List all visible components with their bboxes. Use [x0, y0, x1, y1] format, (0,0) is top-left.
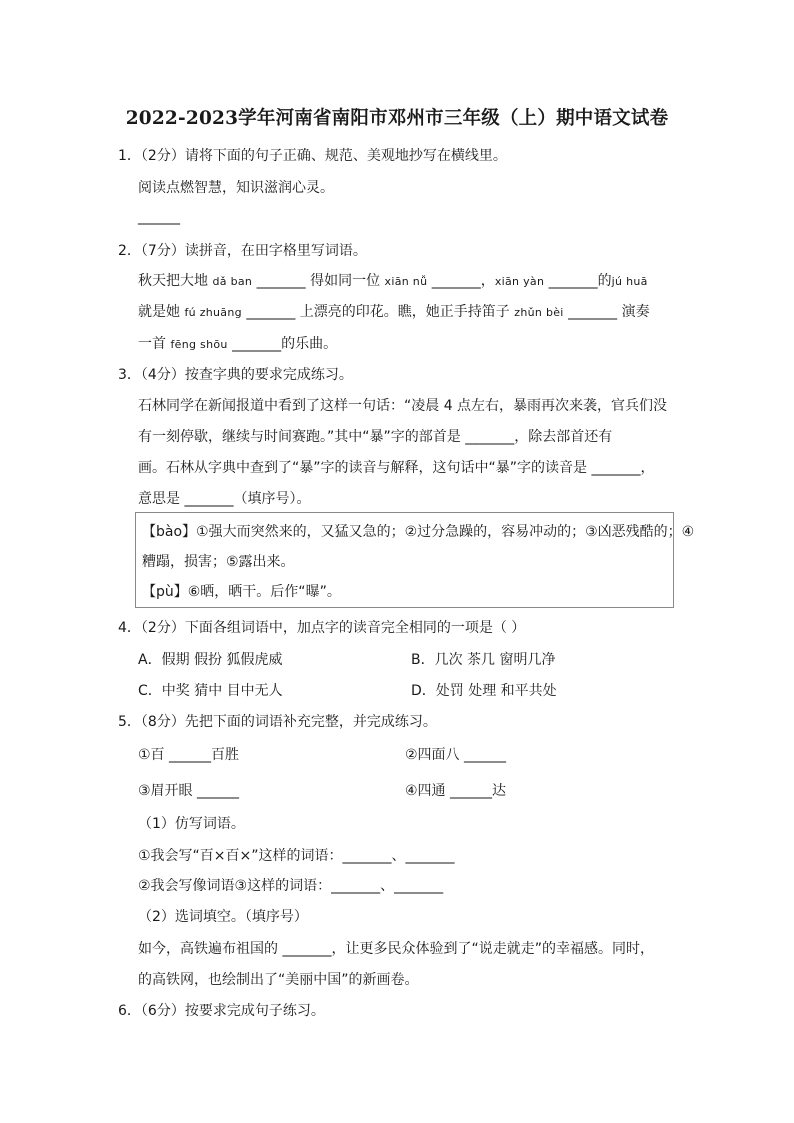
q2-pinyin: xiān yàn [494, 275, 545, 288]
sub-question-1a: ①我会写“百×百×”这样的词语：_______、_______ [138, 848, 455, 864]
q2-text: 秋天把大地 [138, 273, 213, 289]
dictionary-entry-pu: 【pù】⑥晒，晒干。后作“曝”。 [142, 584, 341, 600]
sub-question-1-label: （1）仿写词语。 [138, 816, 245, 832]
sub-question-2-paragraph: 如今，高铁遍布祖国的 _______，让更多民众体验到了“说走就走”的幸福感。同时， [138, 941, 654, 957]
q2-text: _______ 上漂亮的印花。瞧，她正手持笛子 [241, 304, 515, 320]
idiom-item-4: ④四通 ______达 [405, 783, 507, 799]
sub-question-1b: ②我会写像词语③这样的词语：_______、_______ [138, 878, 444, 894]
question-3-heading: 3．（4分）按查字典的要求完成练习。 [118, 367, 353, 383]
option-d: D．处罚 处理 和平共处 [411, 683, 557, 699]
dictionary-entry-bao: 【bào】①强大而突然来的，又猛又急的；②过分急躁的，容易冲动的；③凶恶残酷的；④ [142, 524, 695, 540]
question-1-sentence: 阅读点燃智慧，知识滋润心灵。 [138, 180, 334, 196]
question-2-heading: 2．（7分）读拼音，在田字格里写词语。 [118, 243, 367, 259]
idiom-item-1: ①百 ______百胜 [138, 747, 240, 763]
idiom-item-2: ②四面八 ______ [405, 747, 507, 763]
q2-text: _______的 [544, 273, 612, 289]
option-a: A．假期 假扮 狐假虎威 [138, 652, 283, 668]
q2-pinyin: jú huā [611, 275, 648, 288]
sub-question-2-label: （2）选词填空。（填序号） [138, 909, 308, 925]
question-1-heading: 1．（2分）请将下面的句子正确、规范、美观地抄写在横线里。 [118, 148, 507, 164]
q2-pinyin: fú zhuāng [184, 306, 242, 319]
question-3-paragraph-line: 有一刻停歇，继续与时间赛跑。”其中“暴”字的部首是 _______，除去部首还有 [138, 429, 613, 445]
q2-text: _______， [427, 273, 495, 289]
question-3-paragraph-line: 石林同学在新闻报道中看到了这样一句话：“凌晨 4 点左右，暴雨再次来袭，官兵们没 [138, 398, 668, 414]
sub-question-2-paragraph: 的高铁网，也绘制出了“美丽中国”的新画卷。 [138, 972, 419, 988]
q2-pinyin: xiān nǚ [384, 275, 428, 288]
question-3-paragraph-line: 意思是 _______（填序号）。 [138, 491, 311, 507]
page-title: 2022-2023学年河南省南阳市邓州市三年级（上）期中语文试卷 [125, 108, 669, 129]
q2-text: _______的乐曲。 [227, 336, 338, 352]
q2-text: _______ 得如同一位 [252, 273, 385, 289]
question-5-heading: 5．（8分）先把下面的词语补充完整，并完成练习。 [118, 714, 437, 730]
option-c: C．中奖 猜中 目中无人 [138, 683, 283, 699]
question-6-heading: 6．（6分）按要求完成句子练习。 [118, 1003, 325, 1019]
dictionary-entry-box [135, 512, 695, 608]
q2-text: 就是她 [138, 304, 185, 320]
q2-text: _______ 演奏 [563, 304, 650, 320]
q2-text: 一首 [138, 336, 171, 352]
q2-pinyin: dǎ ban [212, 275, 253, 288]
question-3-paragraph-line: 画。石林从字典中查到了“暴”字的读音与解释，这句话中“暴”字的读音是 _______， [138, 460, 655, 476]
question-4-heading: 4．（2分）下面各组词语中，加点字的读音完全相同的一项是（ ） [118, 620, 526, 636]
option-b: B．几次 茶几 窗明几净 [411, 652, 556, 668]
question-1-answer-blank: ______ [138, 209, 180, 225]
idiom-item-3: ③眉开眼 ______ [138, 783, 240, 799]
question-2-line-2 [138, 301, 650, 321]
q2-pinyin: zhǔn bèi [514, 306, 564, 319]
question-2-line-3 [138, 333, 337, 353]
dictionary-entry-bao-cont: 糟蹋，损害；⑤露出来。 [142, 554, 295, 570]
question-2-line-1 [138, 270, 648, 290]
q2-pinyin: fēng shōu [170, 338, 228, 351]
